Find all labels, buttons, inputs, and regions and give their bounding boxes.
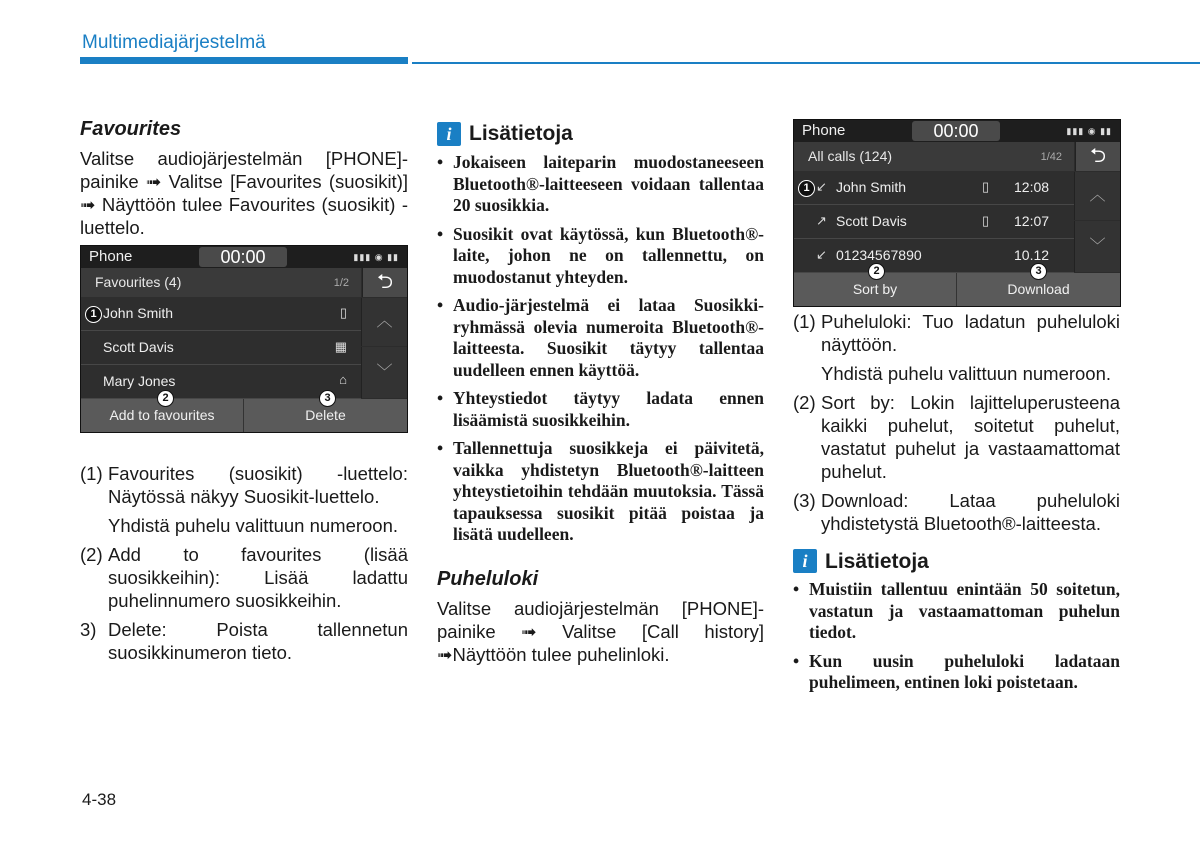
legend-item	[80, 618, 408, 664]
info-heading	[793, 549, 1120, 573]
callout-marker: 1	[85, 306, 102, 323]
office-phone-icon: ▦	[334, 339, 347, 354]
mobile-phone-icon: ▯	[339, 305, 347, 320]
contact-name: Scott Davis	[103, 339, 174, 355]
legend-item	[80, 462, 408, 537]
button-label: Delete	[305, 407, 346, 423]
legend-item	[793, 391, 1120, 483]
page-count: 1/2	[333, 277, 349, 289]
favourite-row[interactable]	[81, 331, 361, 365]
screen-subheader	[81, 268, 361, 298]
info-bullet: • Jokaiseen laiteparin muodostaneeseen Bluetooth®-laitteeseen voidaan tallentaa 20 suosikkia.	[437, 152, 764, 217]
call-history-intro: Valitse audiojärjestelmän [PHONE]-painike ➟ Valitse [Call history] ➟Näyttöön tulee puhelinloki.	[437, 597, 764, 665]
legend-text: Delete: Poista tallennetun suosikkinumeron tieto.	[108, 619, 408, 663]
favourites-legend	[80, 462, 408, 670]
call-row[interactable]	[794, 205, 1074, 239]
button-label: Sort by	[852, 281, 898, 297]
favourites-intro: Valitse audiojärjestelmän [PHONE]-painike ➟ Valitse [Favourites (suosikit)] ➟ Näyttöön tulee Favourites (suosikit) -luettelo.	[80, 148, 408, 238]
legend-number: 3)	[80, 619, 97, 640]
favourite-row[interactable]	[81, 297, 361, 331]
info-heading	[437, 122, 764, 146]
screen-app-label: Phone	[89, 248, 133, 265]
legend-text: Yhdistä puhelu valittuun numeroon.	[108, 515, 399, 536]
call-row[interactable]	[794, 171, 1074, 205]
header-rule-thick	[80, 57, 408, 64]
mobile-phone-icon: ▯	[982, 179, 990, 194]
favourites-screen	[80, 245, 408, 433]
info-bullets	[793, 579, 1120, 694]
call-history-heading: Puheluloki	[437, 567, 539, 590]
info-title: Lisätietoja	[469, 122, 573, 145]
scroll-up-icon[interactable]: ︿	[361, 298, 407, 346]
legend-item	[80, 543, 408, 612]
call-history-legend	[793, 310, 1120, 701]
info-icon: i	[437, 122, 461, 146]
section-title: Multimediajärjestelmä	[82, 32, 266, 53]
caller-number: 01234567890	[836, 247, 922, 263]
screen-bottom-bar	[81, 399, 407, 432]
legend-number: (1)	[80, 463, 103, 484]
page-number: 4-38	[82, 790, 117, 809]
screen-bottom-bar	[794, 273, 1120, 306]
info-bullet: • Yhteystiedot täytyy ladata ennen lisäämistä suosikkeihin.	[437, 388, 764, 431]
contact-name: John Smith	[103, 305, 174, 321]
legend-number: (2)	[793, 392, 816, 413]
legend-number: (2)	[80, 544, 103, 565]
favourites-count-label: Favourites (4)	[95, 274, 182, 290]
info-bullet: • Audio-järjestelmä ei lataa Suosikki-ryhmässä olevia numeroita Bluetooth®-laitteesta. Suosikit täytyy tallentaa uudelleen ennen käyttöä.	[437, 295, 764, 381]
column-info	[437, 122, 764, 666]
header-rule-thin	[412, 62, 1200, 64]
call-history-screen	[793, 119, 1121, 307]
legend-item	[793, 310, 1120, 385]
callout-marker: 3	[1030, 263, 1047, 280]
call-count-label: All calls (124)	[808, 148, 893, 164]
legend-text: Puheluloki: Tuo ladatun puheluloki näyttöön.	[821, 311, 1120, 355]
legend-text: Yhdistä puhelu valittuun numeroon.	[821, 363, 1112, 384]
mobile-phone-icon: ▯	[982, 213, 990, 228]
received-call-icon: ↙	[816, 179, 827, 194]
caller-name: John Smith	[836, 179, 907, 195]
info-bullet: • Suosikit ovat käytössä, kun Bluetooth®-laite, johon ne on tallennettu, on muodostanut yhteyden.	[437, 224, 764, 289]
home-phone-icon: ⌂	[339, 372, 347, 387]
info-bullets	[437, 152, 764, 546]
call-time: 12:07	[1014, 213, 1050, 229]
screen-subheader	[794, 142, 1074, 172]
call-time: 12:08	[1014, 179, 1050, 195]
contact-name: Mary Jones	[103, 373, 176, 389]
info-bullet: • Kun uusin puheluloki ladataan puhelimeen, entinen loki poistetaan.	[793, 651, 1120, 694]
status-icons: ▮▮▮ ◉ ▮▮	[1066, 126, 1112, 136]
screen-clock: 00:00	[199, 247, 287, 267]
legend-text: Download: Lataa puheluloki yhdistetystä Bluetooth®-laitteesta.	[821, 490, 1120, 534]
favourites-heading: Favourites	[80, 118, 182, 140]
legend-text: Sort by: Lokin lajitteluperusteena kaikki puhelut, soitetut puhelut, vastatut puhelut ja vastaamattomat puhelut.	[821, 392, 1120, 482]
callout-marker: 2	[868, 263, 885, 280]
scroll-down-icon[interactable]: ﹀	[1074, 221, 1120, 272]
page-count: 1/42	[1040, 151, 1062, 163]
callout-marker: 2	[157, 390, 174, 407]
status-icons: ▮▮▮ ◉ ▮▮	[353, 252, 399, 262]
screen-app-label: Phone	[802, 122, 846, 139]
callout-marker: 3	[319, 390, 336, 407]
column-favourites	[80, 118, 408, 239]
legend-number: (3)	[793, 490, 816, 511]
scroll-down-icon[interactable]: ﹀	[361, 347, 407, 398]
info-title: Lisätietoja	[825, 549, 929, 573]
missed-call-icon: ↙	[816, 247, 827, 262]
callout-marker: 1	[798, 180, 815, 197]
button-label: Add to favourites	[109, 407, 215, 423]
legend-item	[793, 489, 1120, 535]
scroll-up-icon[interactable]: ︿	[1074, 172, 1120, 220]
screen-topbar	[81, 246, 407, 268]
caller-name: Scott Davis	[836, 213, 907, 229]
back-icon[interactable]: ⮌	[362, 268, 407, 297]
info-bullet: • Muistiin tallentuu enintään 50 soitetun, vastatun ja vastaamattoman puhelun tiedot.	[793, 579, 1120, 644]
legend-text: Favourites (suosikit) -luettelo: Näytössä näkyy Suosikit-luettelo.	[108, 463, 408, 507]
info-icon: i	[793, 549, 817, 573]
button-label: Download	[1007, 281, 1070, 297]
screen-clock: 00:00	[912, 121, 1000, 141]
screen-topbar	[794, 120, 1120, 142]
legend-text: Add to favourites (lisää suosikkeihin): Lisää ladattu puhelinnumero suosikkeihin.	[108, 544, 408, 611]
legend-number: (1)	[793, 311, 816, 332]
call-time: 10.12	[1014, 247, 1050, 263]
dialed-call-icon: ↗	[816, 213, 827, 228]
back-icon[interactable]: ⮌	[1075, 142, 1120, 171]
info-bullet: • Tallennettuja suosikkeja ei päivitetä, vaikka yhdistetyn Bluetooth®-laitteen yhteystietoihin tehdään muutoksia. Tässä tapauksessa suosikit pitää poistaa ja lisätä uudelleen.	[437, 438, 764, 546]
